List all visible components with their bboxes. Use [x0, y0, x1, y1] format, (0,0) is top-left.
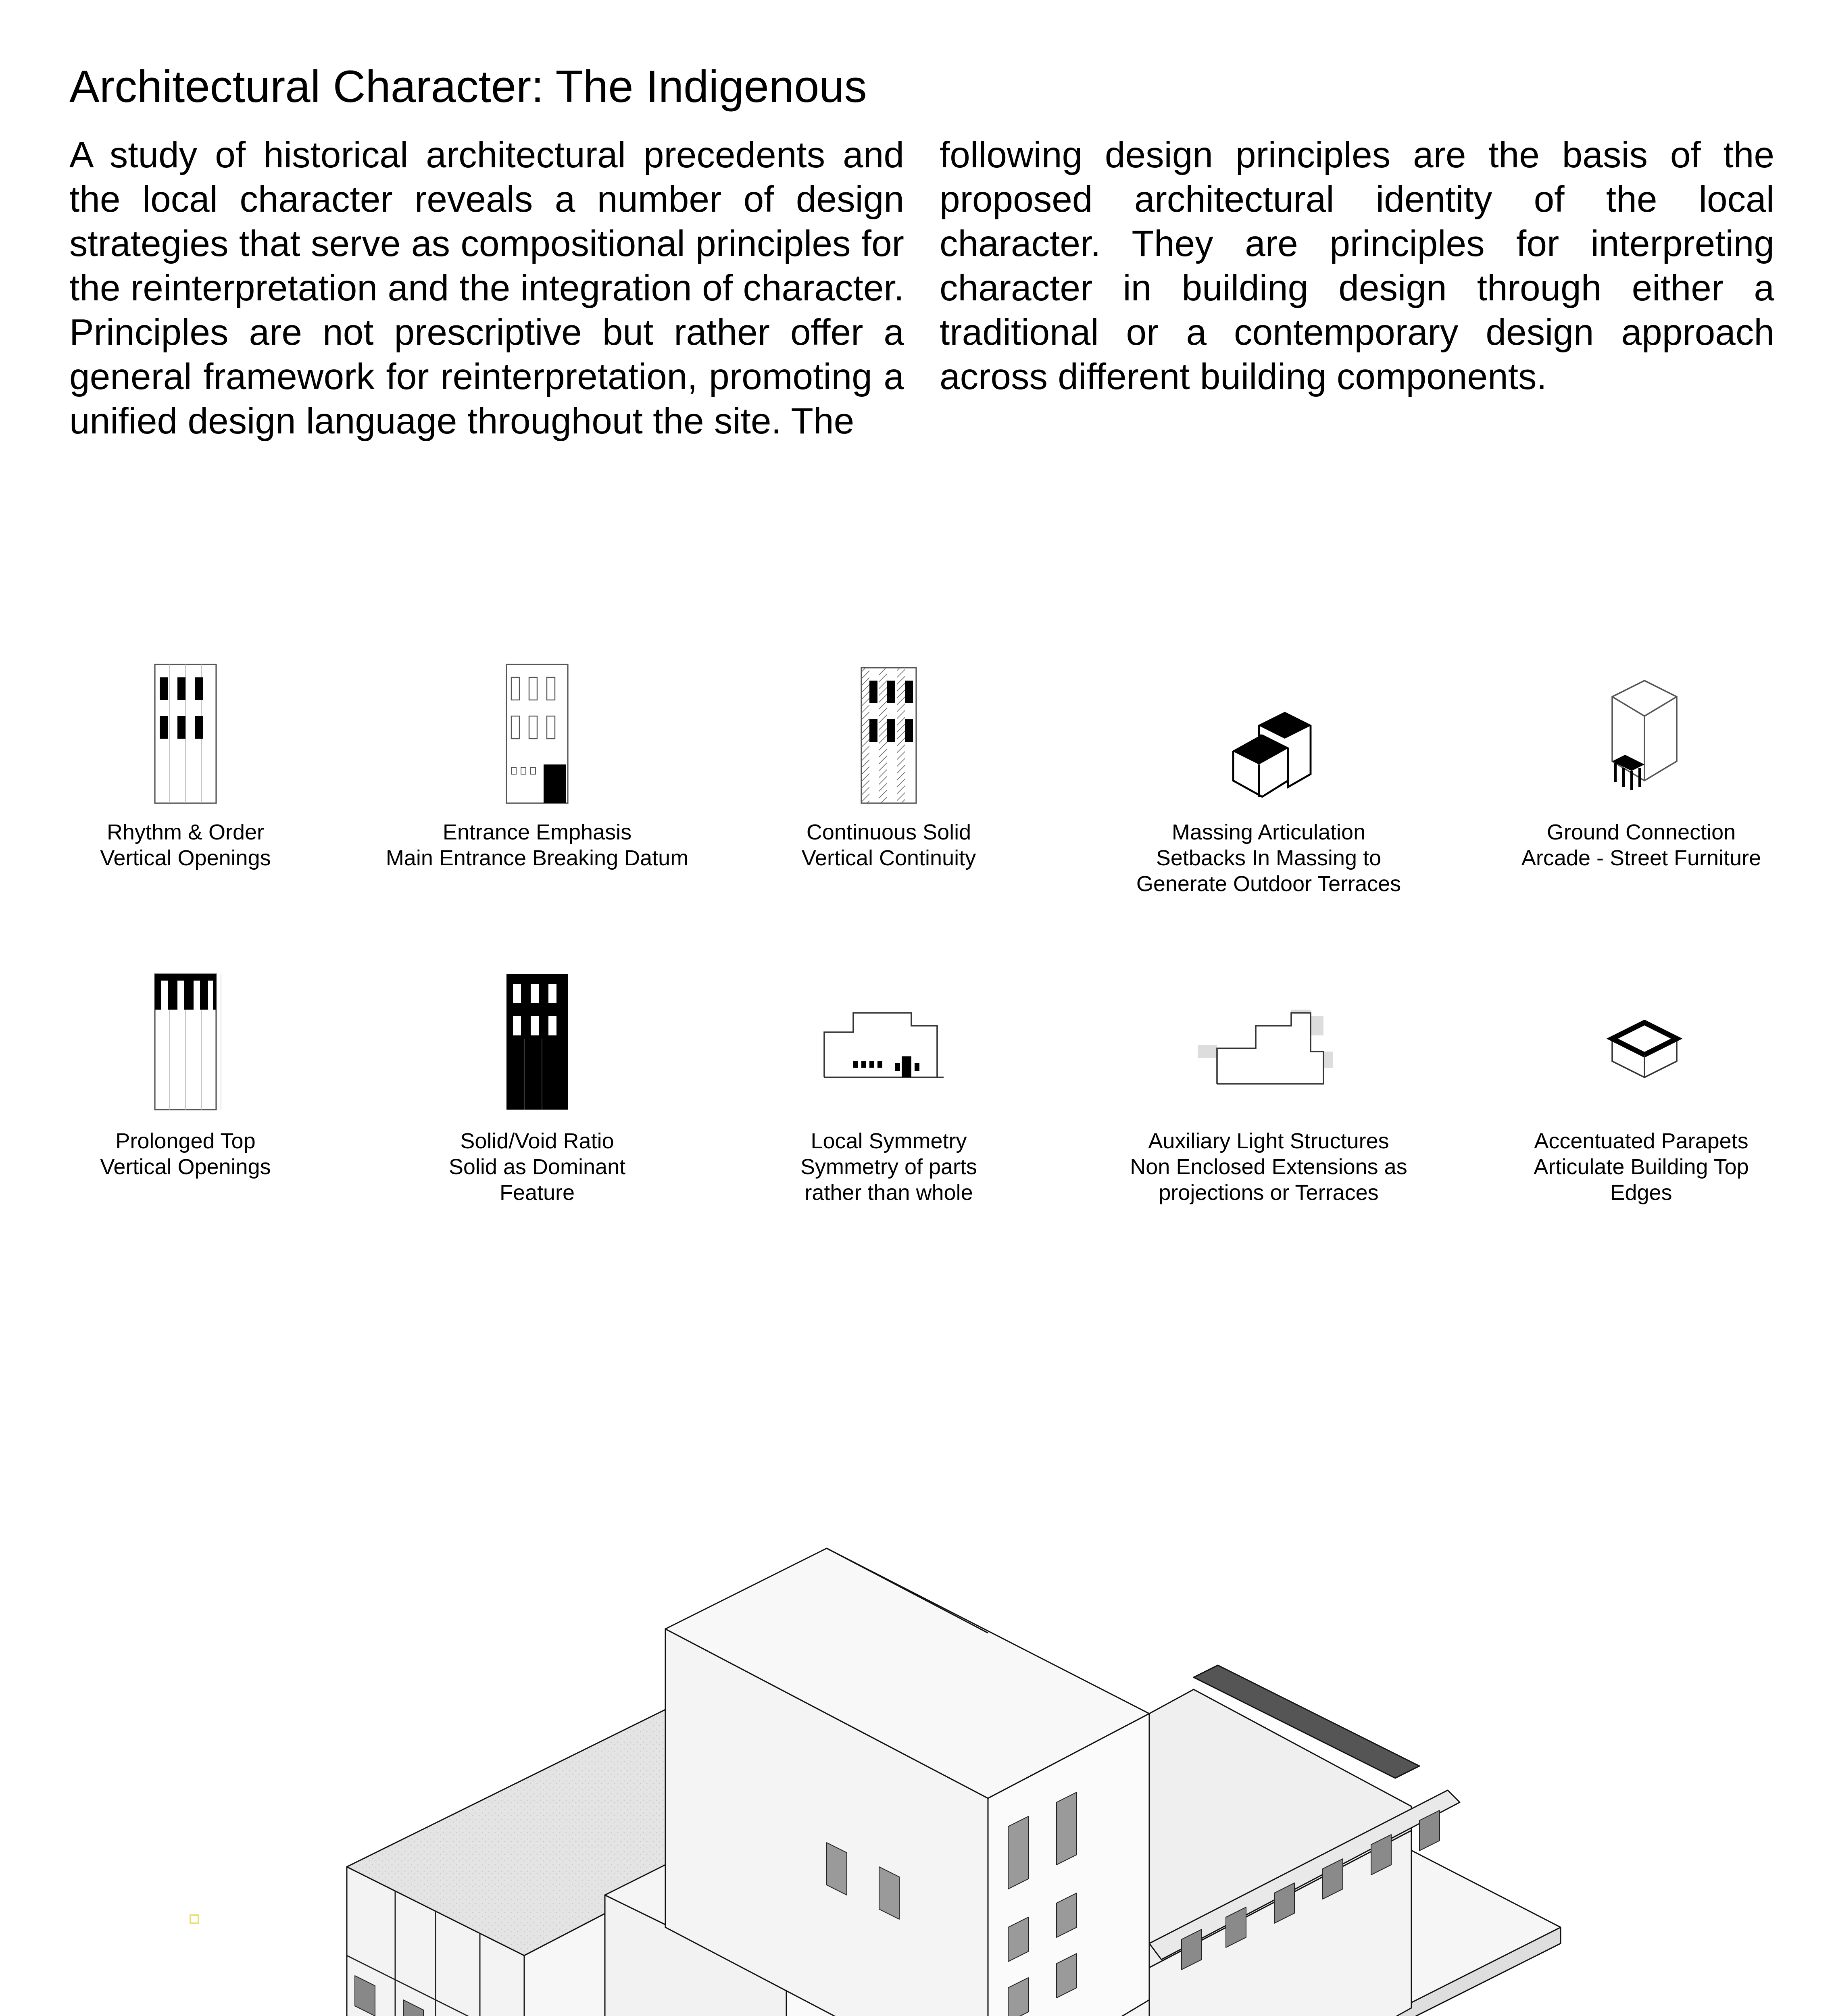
principle-subtitle: Vertical Continuity — [801, 846, 976, 870]
solid-void-ratio-icon — [424, 968, 650, 1113]
principle-subtitle: Arcade - Street Furniture — [1521, 846, 1761, 870]
principle-title: Continuous Solid — [806, 820, 971, 844]
principle-subtitle: Symmetry of parts — [800, 1155, 977, 1179]
principle-subtitle: Setbacks In Massing to — [1156, 846, 1382, 870]
entrance-emphasis-icon — [424, 661, 650, 806]
principle-subtitle-2: Edges — [1610, 1181, 1672, 1205]
auxiliary-light-structures-icon — [1156, 968, 1382, 1113]
principle-subtitle: Non Enclosed Extensions as — [1130, 1155, 1407, 1179]
principle-title: Solid/Void Ratio — [460, 1129, 614, 1153]
principle-subtitle-2: Feature — [499, 1181, 575, 1205]
principle-subtitle: Articulate Building Top — [1534, 1155, 1749, 1179]
principle-caption — [360, 819, 715, 871]
principle-title: Accentuated Parapets — [1534, 1129, 1749, 1153]
principle-title: Massing Articulation — [1171, 820, 1366, 844]
principle-caption — [360, 1128, 715, 1206]
principle-subtitle-2: rather than whole — [804, 1181, 973, 1205]
continuous-solid-icon — [776, 661, 1002, 806]
principle-title: Entrance Emphasis — [442, 820, 632, 844]
principle-caption — [1464, 819, 1819, 871]
principle-subtitle-2: Generate Outdoor Terraces — [1136, 872, 1401, 896]
accentuated-parapets-icon — [1528, 968, 1754, 1113]
principle-caption — [1464, 1128, 1819, 1206]
principle-subtitle: Vertical Openings — [100, 1155, 271, 1179]
intro-paragraph-right: following design principles are the basis of the proposed architectural identity of the local character. They are principles for interpreting character in building design through either a traditional or a contemporary design approach across different building components. — [940, 135, 1774, 397]
principle-title: Prolonged Top — [115, 1129, 256, 1153]
axonometric-building-drawing — [242, 1443, 1613, 2016]
principle-title: Ground Connection — [1546, 820, 1736, 844]
principle-subtitle: Vertical Openings — [100, 846, 271, 870]
principle-title: Rhythm & Order — [106, 820, 265, 844]
principle-title: Local Symmetry — [811, 1129, 967, 1153]
ground-connection-icon — [1528, 661, 1754, 806]
local-symmetry-icon — [776, 968, 1002, 1113]
principle-caption — [8, 1128, 363, 1180]
principle-caption — [711, 1128, 1066, 1206]
principle-subtitle: Solid as Dominant — [448, 1155, 626, 1179]
principle-title: Auxiliary Light Structures — [1148, 1129, 1389, 1153]
principle-subtitle-2: projections or Terraces — [1159, 1181, 1379, 1205]
small-marker-square — [190, 1914, 199, 1924]
massing-articulation-icon — [1156, 661, 1382, 806]
principle-caption — [1091, 819, 1446, 897]
intro-paragraph-left: A study of historical architectural precedents and the local character reveals a number of design strategies that serve as compositional principles for the reinterpretation and the integration of character. Principles are not prescriptive but rather offer a general framework for reinterpretation, promoting a unified design language throughout the site. The — [69, 135, 904, 442]
principle-caption — [711, 819, 1066, 871]
page-title: Architectural Character: The Indigenous — [69, 61, 867, 112]
principle-subtitle: Main Entrance Breaking Datum — [386, 846, 689, 870]
rhythm-order-icon — [73, 661, 298, 806]
principle-caption — [1091, 1128, 1446, 1206]
principle-caption — [8, 819, 363, 871]
prolonged-top-icon — [73, 968, 298, 1113]
